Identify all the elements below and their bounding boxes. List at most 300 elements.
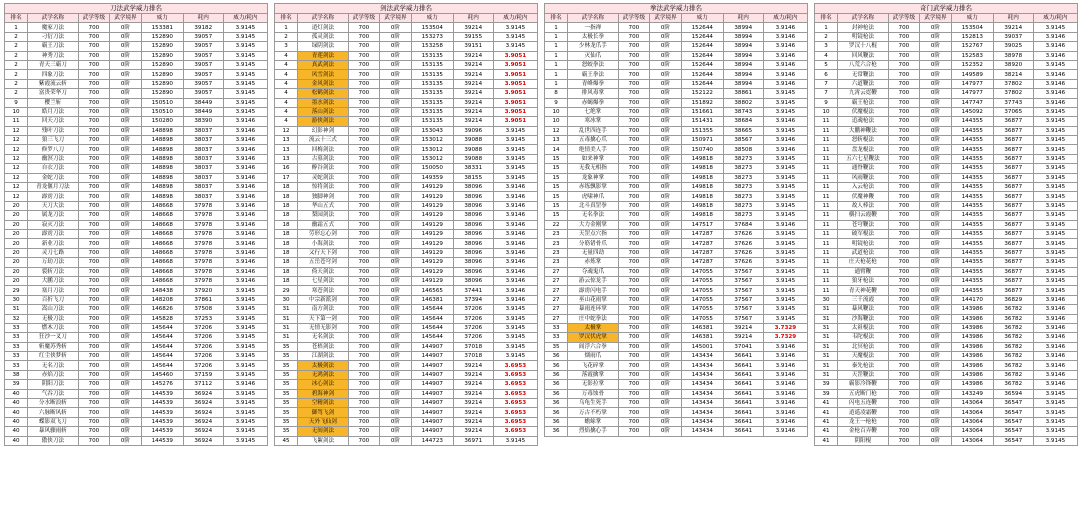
cost-cell: 36877 — [993, 229, 1033, 238]
cost-cell: 39214 — [453, 51, 493, 60]
power-cell: 149129 — [411, 220, 453, 229]
ratio-cell: 3.9051 — [493, 60, 537, 69]
table-row — [545, 286, 808, 295]
ratio-cell: 3.9145 — [763, 201, 807, 210]
power-cell: 148438 — [141, 286, 183, 295]
realm-cell: 0阶 — [380, 192, 412, 201]
skill-name-cell: 傲侠刀法 — [28, 436, 78, 445]
cost-cell: 36877 — [993, 183, 1033, 192]
realm-cell: 0阶 — [920, 248, 952, 257]
cost-cell: 37206 — [183, 333, 223, 342]
power-cell: 149818 — [681, 173, 723, 182]
level-cell: 700 — [618, 389, 650, 398]
rank-cell: 31 — [275, 305, 298, 314]
column-header: 武学境界 — [920, 14, 952, 23]
rank-cell: 27 — [545, 314, 568, 323]
table-row — [815, 427, 1078, 436]
table-row — [5, 286, 268, 295]
cost-cell: 37206 — [453, 314, 493, 323]
level-cell: 700 — [888, 370, 920, 379]
skill-name-cell: 狼三飞刀 — [28, 136, 78, 145]
level-cell: 700 — [888, 258, 920, 267]
cost-cell: 36782 — [993, 314, 1033, 323]
skill-name-cell: 华山五式 — [298, 201, 348, 210]
rank-cell: 12 — [275, 126, 298, 135]
realm-cell: 0阶 — [650, 305, 682, 314]
table-row — [545, 342, 808, 351]
power-cell: 149129 — [411, 192, 453, 201]
level-cell: 700 — [78, 399, 110, 408]
realm-cell: 0阶 — [650, 258, 682, 267]
level-cell: 700 — [348, 211, 380, 220]
ratio-cell: 3.9145 — [763, 211, 807, 220]
table-row — [815, 352, 1078, 361]
table-row — [545, 107, 808, 116]
power-cell: 147055 — [681, 305, 723, 314]
cost-cell: 38037 — [183, 173, 223, 182]
realm-cell: 0阶 — [380, 436, 412, 445]
skill-name-cell: 无影拉掌 — [568, 380, 618, 389]
rank-cell: 45 — [275, 436, 298, 445]
rank-cell: 2 — [5, 42, 28, 51]
skill-name-cell: 小海剑法 — [298, 239, 348, 248]
skill-name-cell: 天刀大法 — [28, 201, 78, 210]
power-cell: 145644 — [141, 342, 183, 351]
table-row — [275, 380, 538, 389]
realm-cell: 0阶 — [650, 70, 682, 79]
level-cell: 700 — [888, 417, 920, 426]
realm-cell: 0阶 — [110, 145, 142, 154]
level-cell: 700 — [618, 164, 650, 173]
table-row — [815, 408, 1078, 417]
ratio-cell: 3.9146 — [223, 276, 267, 285]
realm-cell: 0阶 — [110, 154, 142, 163]
realm-cell: 0阶 — [110, 79, 142, 88]
skill-name-cell: 霹雳刀法 — [28, 229, 78, 238]
power-cell: 148668 — [141, 267, 183, 276]
ranking-panel-sword — [274, 3, 538, 446]
ratio-cell: 3.9145 — [1033, 23, 1077, 32]
skill-name-cell: 伏魔棍法 — [838, 107, 888, 116]
level-cell: 700 — [618, 229, 650, 238]
power-cell: 144907 — [411, 352, 453, 361]
column-header: 武学境界 — [110, 14, 142, 23]
ratio-cell: 3.9145 — [763, 276, 807, 285]
power-cell: 152583 — [951, 51, 993, 60]
column-header: 威力 — [411, 14, 453, 23]
ratio-cell: 3.9146 — [493, 248, 537, 257]
power-cell: 144355 — [951, 183, 993, 192]
power-cell: 144355 — [951, 117, 993, 126]
cost-cell: 37206 — [453, 305, 493, 314]
cost-cell: 39214 — [453, 60, 493, 69]
table-row — [5, 323, 268, 332]
cost-cell: 38096 — [453, 201, 493, 210]
rank-cell: 23 — [545, 248, 568, 257]
level-cell: 700 — [618, 399, 650, 408]
cost-cell: 38994 — [723, 23, 763, 32]
skill-name-cell: 金风剑法 — [298, 79, 348, 88]
ratio-cell: 3.9146 — [1033, 352, 1077, 361]
ratio-cell: 3.9146 — [763, 361, 807, 370]
level-cell: 700 — [78, 126, 110, 135]
realm-cell: 0阶 — [380, 173, 412, 182]
realm-cell: 0阶 — [920, 70, 952, 79]
realm-cell: 0阶 — [650, 98, 682, 107]
cost-cell: 38273 — [723, 201, 763, 210]
rank-cell: 27 — [545, 295, 568, 304]
ratio-cell: 3.9146 — [763, 417, 807, 426]
power-cell: 152890 — [141, 79, 183, 88]
power-cell: 143434 — [681, 361, 723, 370]
power-cell: 145644 — [411, 333, 453, 342]
realm-cell: 0阶 — [110, 107, 142, 116]
skill-name-cell: 明镜枪法 — [838, 239, 888, 248]
power-cell: 151355 — [681, 126, 723, 135]
cost-cell: 36877 — [993, 192, 1033, 201]
realm-cell: 0阶 — [650, 32, 682, 41]
power-cell: 151661 — [681, 107, 723, 116]
ratio-cell: 3.9145 — [1033, 399, 1077, 408]
cost-cell: 39214 — [723, 333, 763, 342]
skill-name-cell: 八荒六合枪 — [838, 60, 888, 69]
realm-cell: 0阶 — [110, 23, 142, 32]
rank-cell: 12 — [5, 192, 28, 201]
power-cell: 146381 — [681, 323, 723, 332]
level-cell: 700 — [618, 107, 650, 116]
realm-cell: 0阶 — [920, 183, 952, 192]
power-cell: 144907 — [411, 408, 453, 417]
level-cell: 700 — [348, 248, 380, 257]
cost-cell: 39037 — [993, 32, 1033, 41]
rank-cell: 35 — [275, 399, 298, 408]
cost-cell: 39214 — [453, 70, 493, 79]
cost-cell: 38802 — [723, 98, 763, 107]
cost-cell: 38994 — [723, 79, 763, 88]
cost-cell: 37978 — [183, 276, 223, 285]
level-cell: 700 — [78, 89, 110, 98]
ratio-cell: 3.6953 — [493, 380, 537, 389]
table-row — [5, 164, 268, 173]
cost-cell: 39088 — [453, 145, 493, 154]
skill-name-cell: 横扫云霞鞭 — [838, 211, 888, 220]
cost-cell: 39214 — [453, 370, 493, 379]
level-cell: 700 — [348, 370, 380, 379]
realm-cell: 0阶 — [110, 164, 142, 173]
realm-cell: 0阶 — [110, 220, 142, 229]
ranking-table — [814, 13, 1078, 446]
power-cell: 152644 — [681, 60, 723, 69]
column-header: 武学等级 — [78, 14, 110, 23]
ratio-cell: 3.9146 — [223, 267, 267, 276]
cost-cell: 37206 — [183, 342, 223, 351]
cost-cell: 38273 — [723, 154, 763, 163]
power-cell: 143986 — [951, 342, 993, 351]
rank-cell: 11 — [815, 201, 838, 210]
table-row — [815, 51, 1078, 60]
ratio-cell: 3.9146 — [493, 239, 537, 248]
ratio-cell: 3.9051 — [493, 117, 537, 126]
table-row — [5, 70, 268, 79]
ratio-cell: 3.9146 — [1033, 370, 1077, 379]
table-row — [545, 361, 808, 370]
skill-name-cell: 神秀刀法 — [28, 51, 78, 60]
table-row — [815, 380, 1078, 389]
ratio-cell: 3.9051 — [493, 89, 537, 98]
power-cell: 150971 — [681, 136, 723, 145]
ratio-cell: 3.9145 — [223, 370, 267, 379]
ratio-cell: 3.9145 — [223, 408, 267, 417]
realm-cell: 0阶 — [920, 427, 952, 436]
ratio-cell: 3.9145 — [1033, 117, 1077, 126]
table-row — [815, 89, 1078, 98]
table-row — [545, 79, 808, 88]
table-row — [5, 60, 268, 69]
ratio-cell: 3.9146 — [223, 154, 267, 163]
realm-cell: 0阶 — [110, 89, 142, 98]
level-cell: 700 — [618, 408, 650, 417]
skill-name-cell: 蟾蜍掌 — [568, 417, 618, 426]
power-cell: 153504 — [411, 23, 453, 32]
rank-cell: 30 — [5, 295, 28, 304]
rank-cell: 10 — [545, 117, 568, 126]
ratio-cell: 3.9146 — [493, 183, 537, 192]
skill-name-cell: 青莲剑法 — [298, 51, 348, 60]
realm-cell: 0阶 — [380, 295, 412, 304]
ratio-cell: 3.9145 — [223, 98, 267, 107]
ratio-cell: 3.9146 — [493, 286, 537, 295]
level-cell: 700 — [618, 286, 650, 295]
cost-cell: 36547 — [993, 399, 1033, 408]
realm-cell: 0阶 — [920, 370, 952, 379]
power-cell: 144907 — [411, 389, 453, 398]
level-cell: 700 — [618, 145, 650, 154]
rank-cell: 27 — [545, 286, 568, 295]
rank-cell: 15 — [545, 173, 568, 182]
level-cell: 700 — [348, 42, 380, 51]
power-cell: 143986 — [951, 323, 993, 332]
realm-cell: 0阶 — [380, 145, 412, 154]
realm-cell: 0阶 — [110, 136, 142, 145]
skill-name-cell: 无极刀法 — [28, 314, 78, 323]
level-cell: 700 — [78, 220, 110, 229]
realm-cell: 0阶 — [110, 70, 142, 79]
ratio-cell: 3.9145 — [223, 79, 267, 88]
rank-cell: 12 — [5, 154, 28, 163]
rank-cell: 1 — [545, 42, 568, 51]
ratio-cell: 3.9145 — [493, 164, 537, 173]
realm-cell: 0阶 — [110, 60, 142, 69]
ratio-cell: 3.9146 — [763, 136, 807, 145]
ratio-cell: 3.9145 — [223, 305, 267, 314]
rank-cell: 35 — [275, 352, 298, 361]
cost-cell: 36877 — [993, 248, 1033, 257]
level-cell: 700 — [78, 323, 110, 332]
rank-cell: 11 — [815, 286, 838, 295]
cost-cell: 36877 — [993, 258, 1033, 267]
level-cell: 700 — [348, 154, 380, 163]
table-row — [545, 267, 808, 276]
skill-name-cell: 无情无影剑 — [298, 323, 348, 332]
rank-cell: 12 — [545, 126, 568, 135]
power-cell: 152644 — [681, 51, 723, 60]
realm-cell: 0阶 — [650, 192, 682, 201]
level-cell: 700 — [78, 305, 110, 314]
rank-cell: 11 — [5, 117, 28, 126]
skill-name-cell: 惊将剑法 — [298, 183, 348, 192]
power-cell: 143434 — [681, 408, 723, 417]
realm-cell: 0阶 — [920, 286, 952, 295]
skill-name-cell: 夺魂鬼爪 — [568, 267, 618, 276]
rank-cell: 22 — [545, 220, 568, 229]
realm-cell: 0阶 — [920, 323, 952, 332]
cost-cell: 38273 — [723, 192, 763, 201]
table-row — [275, 154, 538, 163]
level-cell: 700 — [348, 183, 380, 192]
skill-name-cell: 无间剑法 — [298, 427, 348, 436]
realm-cell: 0阶 — [920, 136, 952, 145]
realm-cell: 0阶 — [110, 173, 142, 182]
realm-cell: 0阶 — [920, 79, 952, 88]
column-header: 武学名称 — [568, 14, 618, 23]
cost-cell: 37978 — [183, 201, 223, 210]
skill-name-cell: 魔家刀法 — [28, 23, 78, 32]
rank-cell: 1 — [5, 23, 28, 32]
skill-name-cell: 劳形忘心剑 — [298, 229, 348, 238]
cost-cell: 36877 — [993, 173, 1033, 182]
realm-cell: 0阶 — [380, 164, 412, 173]
rank-cell: 13 — [275, 145, 298, 154]
table-row — [545, 295, 808, 304]
cost-cell: 38155 — [453, 173, 493, 182]
rank-cell: 11 — [815, 220, 838, 229]
ratio-cell: 3.9146 — [763, 117, 807, 126]
power-cell: 151431 — [681, 117, 723, 126]
skill-name-cell: 金蛇刀法 — [28, 173, 78, 182]
table-row — [545, 173, 808, 182]
level-cell: 700 — [78, 117, 110, 126]
table-row — [545, 323, 808, 332]
skill-name-cell: 霸王枪法 — [838, 98, 888, 107]
rank-cell: 3 — [815, 42, 838, 51]
ratio-cell: 3.9145 — [763, 239, 807, 248]
skill-name-cell: 明镜枪法 — [838, 32, 888, 41]
realm-cell: 0阶 — [920, 276, 952, 285]
level-cell: 700 — [348, 164, 380, 173]
cost-cell: 37159 — [183, 370, 223, 379]
level-cell: 700 — [348, 23, 380, 32]
column-header: 威力 — [141, 14, 183, 23]
power-cell: 152352 — [951, 60, 993, 69]
skill-name-cell: 五六七星鞭法 — [838, 154, 888, 163]
realm-cell: 0阶 — [380, 370, 412, 379]
cost-cell: 39057 — [183, 89, 223, 98]
table-row — [5, 136, 268, 145]
cost-cell: 38096 — [453, 211, 493, 220]
level-cell: 700 — [888, 305, 920, 314]
level-cell: 700 — [348, 342, 380, 351]
level-cell: 700 — [78, 192, 110, 201]
cost-cell: 36641 — [723, 380, 763, 389]
cost-cell: 39214 — [453, 399, 493, 408]
level-cell: 700 — [618, 220, 650, 229]
cost-cell: 39182 — [183, 23, 223, 32]
table-row — [275, 427, 538, 436]
cost-cell: 36877 — [993, 220, 1033, 229]
ratio-cell: 3.6953 — [493, 408, 537, 417]
realm-cell: 0阶 — [110, 380, 142, 389]
skill-name-cell: 梨园剑法 — [298, 211, 348, 220]
skill-name-cell: 江湖剑法 — [298, 352, 348, 361]
realm-cell: 0阶 — [920, 380, 952, 389]
skill-name-cell: 独脚神剑 — [298, 192, 348, 201]
ratio-cell: 3.9145 — [1033, 164, 1077, 173]
cost-cell: 36547 — [993, 436, 1033, 445]
cost-cell: 36782 — [993, 380, 1033, 389]
table-row — [815, 23, 1078, 32]
panel-title: 拳法武学威力排名 — [544, 3, 808, 13]
cost-cell: 39214 — [453, 89, 493, 98]
ratio-cell: 3.9146 — [493, 201, 537, 210]
cost-cell: 38096 — [453, 183, 493, 192]
skill-name-cell: 新业刀法 — [28, 239, 78, 248]
rank-cell: 27 — [545, 267, 568, 276]
cost-cell: 36924 — [183, 427, 223, 436]
table-row — [275, 333, 538, 342]
column-header: 威力 — [681, 14, 723, 23]
rank-cell: 13 — [275, 136, 298, 145]
skill-name-cell: 霹雳闪电手 — [568, 286, 618, 295]
power-cell: 145644 — [411, 305, 453, 314]
rank-cell: 7 — [815, 79, 838, 88]
power-cell: 143434 — [681, 399, 723, 408]
ratio-cell: 3.9145 — [223, 436, 267, 445]
power-cell: 144355 — [951, 211, 993, 220]
realm-cell: 0阶 — [650, 229, 682, 238]
level-cell: 700 — [888, 248, 920, 257]
power-cell: 144723 — [411, 436, 453, 445]
rank-cell: 11 — [815, 154, 838, 163]
header-row — [275, 14, 538, 23]
column-header: 排名 — [275, 14, 298, 23]
cost-cell: 36547 — [993, 427, 1033, 436]
level-cell: 700 — [618, 239, 650, 248]
cost-cell: 36877 — [993, 239, 1033, 248]
skill-name-cell: 松鹤剑法 — [298, 89, 348, 98]
table-row — [815, 361, 1078, 370]
table-row — [815, 98, 1078, 107]
ratio-cell: 3.9051 — [493, 70, 537, 79]
rank-cell: 11 — [815, 164, 838, 173]
ratio-cell: 3.9146 — [763, 399, 807, 408]
cost-cell: 36971 — [453, 436, 493, 445]
level-cell: 700 — [888, 295, 920, 304]
table-row — [275, 89, 538, 98]
cost-cell: 37065 — [993, 107, 1033, 116]
rank-cell: 36 — [545, 408, 568, 417]
ratio-cell: 3.9145 — [1033, 145, 1077, 154]
cost-cell: 36877 — [993, 276, 1033, 285]
cost-cell: 37802 — [993, 79, 1033, 88]
realm-cell: 0阶 — [650, 417, 682, 426]
skill-name-cell: 通脊鞭法 — [838, 164, 888, 173]
ratio-cell: 3.9146 — [763, 389, 807, 398]
level-cell: 700 — [888, 32, 920, 41]
skill-name-cell: 百折飞刀 — [28, 295, 78, 304]
ratio-cell: 3.9146 — [1033, 380, 1077, 389]
ratio-cell: 3.9145 — [1033, 183, 1077, 192]
power-cell: 144355 — [951, 220, 993, 229]
